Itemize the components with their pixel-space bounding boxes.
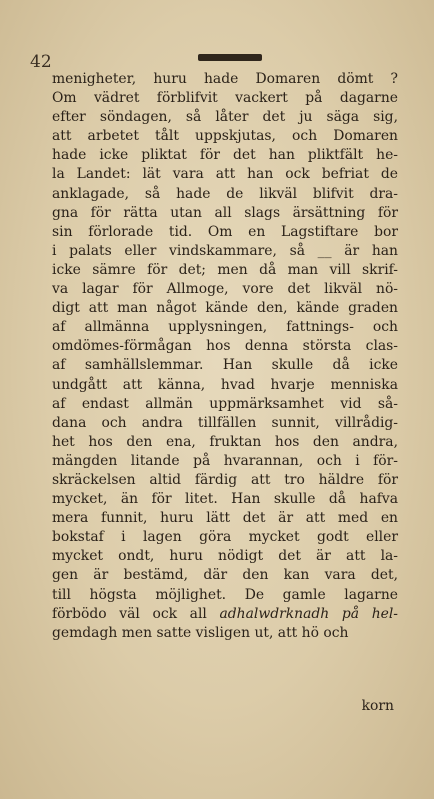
text-line: af endast allmän uppmärksamhet vid så- xyxy=(52,395,398,412)
text-line: undgått att känna, hvad hvarje menniska xyxy=(52,376,398,393)
text-line: la Landet: lät vara att han ock befriat de xyxy=(52,166,398,183)
text-line: mycket ondt, huru nödigt det är att la- xyxy=(52,548,398,565)
text-line: att arbetet tålt uppskjutas, och Domaren xyxy=(52,128,398,145)
text-line: mängden litande på hvarannan, och i för- xyxy=(52,452,398,469)
text-line: gemdagh men satte visligen ut, att hö och xyxy=(52,624,349,641)
text-line-mixed xyxy=(52,605,398,624)
text-segment: förbödo väl ock all xyxy=(52,605,207,622)
text-line: Om vädret förblifvit vackert på dagarne xyxy=(52,90,398,107)
text-line: af allmänna upplysningen, fattnings- och xyxy=(52,319,398,336)
text-line: bokstaf i lagen göra mycket godt eller xyxy=(52,529,398,546)
page-number: 42 xyxy=(30,52,52,72)
text-line: gna för rätta utan all slags ärsättning för xyxy=(52,204,398,221)
text-line: af samhällslemmar. Han skulle då icke xyxy=(52,357,398,374)
text-line: anklagade, så hade de likväl blifvit dra- xyxy=(52,185,398,202)
catchword: korn xyxy=(361,698,394,714)
italic-phrase: adhalwdrknadh på hel- xyxy=(219,605,398,622)
text-line: mera funnit, huru lätt det är att med en xyxy=(52,510,398,527)
text-line: hade icke pliktat för det han pliktfält he- xyxy=(52,147,398,164)
text-line: menigheter, huru hade Domaren dömt ? xyxy=(52,71,398,87)
text-line: efter söndagen, så låter det ju säga sig, xyxy=(52,109,398,126)
text-line: het hos den ena, fruktan hos den andra, xyxy=(52,433,398,450)
header-ornament xyxy=(198,54,262,61)
body-text xyxy=(52,70,398,643)
text-line: dana och andra tillfällen sunnit, villrådig- xyxy=(52,414,398,431)
text-line: digt att man något kände den, kände graden xyxy=(52,300,398,317)
text-line: mycket, än för litet. Han skulle då hafva xyxy=(52,491,398,508)
text-line: icke sämre för det; men då man vill skrif- xyxy=(52,261,398,278)
text-line: sin förlorade tid. Om en Lagstiftare bor xyxy=(52,223,398,240)
text-line: i palats eller vindskammare, så __ är han xyxy=(52,242,398,259)
text-line: till högsta möjlighet. De gamle lagarne xyxy=(52,586,398,603)
text-line: va lagar för Allmoge, vore det likväl nö- xyxy=(52,281,398,298)
text-line: skräckelsen altid färdig att tro häldre för xyxy=(52,471,398,488)
text-line: gen är bestämd, där den kan vara det, xyxy=(52,567,398,584)
text-line: omdömes-förmågan hos denna största clas- xyxy=(52,338,398,355)
